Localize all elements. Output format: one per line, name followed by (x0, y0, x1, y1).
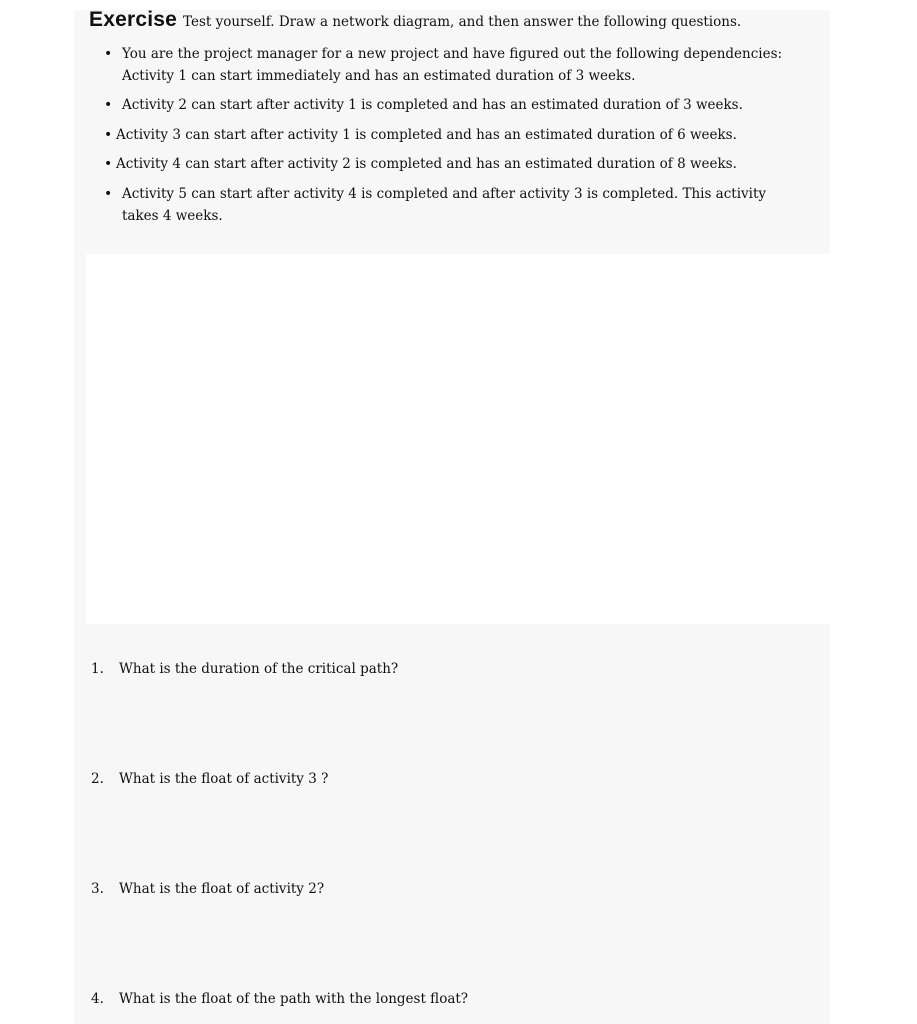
bullet-dot-icon: • (104, 97, 113, 113)
exercise-header (89, 8, 741, 32)
bullet-dot-icon: • (104, 127, 113, 143)
bullet-text: takes 4 weeks. (122, 208, 223, 224)
question-text: What is the float of activity 3 ? (119, 771, 329, 787)
question-2 (91, 771, 328, 787)
bullet-text: Activity 4 can start after activity 2 is completed and has an estimated duration of 8 weeks. (116, 156, 737, 172)
question-4 (91, 991, 468, 1007)
bullet-text: Activity 3 can start after activity 1 is completed and has an estimated duration of 6 weeks. (116, 127, 737, 143)
bullet-dot-icon: • (104, 156, 113, 172)
bullet-text: Activity 1 can start immediately and has an estimated duration of 3 weeks. (122, 68, 636, 84)
bullet-dot-icon: • (104, 46, 113, 62)
question-text: What is the duration of the critical path? (119, 661, 399, 677)
bullet-item-3 (104, 124, 737, 146)
question-text: What is the float of activity 2? (119, 881, 325, 897)
bullet-item-2 (104, 94, 743, 116)
exercise-heading: Exercise (89, 8, 178, 31)
question-number: 4. (91, 991, 104, 1007)
question-number: 2. (91, 771, 104, 787)
exercise-intro: Test yourself. Draw a network diagram, and then answer the following questions. (183, 14, 742, 30)
bullet-text: Activity 5 can start after activity 4 is completed and after activity 3 is completed. This activity (122, 186, 767, 202)
diagram-drawing-area (86, 254, 832, 624)
bullet-text: Activity 2 can start after activity 1 is completed and has an estimated duration of 3 weeks. (122, 97, 743, 113)
question-1 (91, 661, 398, 677)
question-text: What is the float of the path with the longest float? (119, 991, 469, 1007)
bullet-item-5 (104, 183, 767, 227)
question-number: 3. (91, 881, 104, 897)
bullet-dot-icon: • (104, 186, 113, 202)
question-number: 1. (91, 661, 104, 677)
bullet-item-1 (104, 43, 783, 87)
question-3 (91, 881, 324, 897)
bullet-text: You are the project manager for a new project and have figured out the following dependencies: (122, 46, 783, 62)
bullet-item-4 (104, 153, 737, 175)
